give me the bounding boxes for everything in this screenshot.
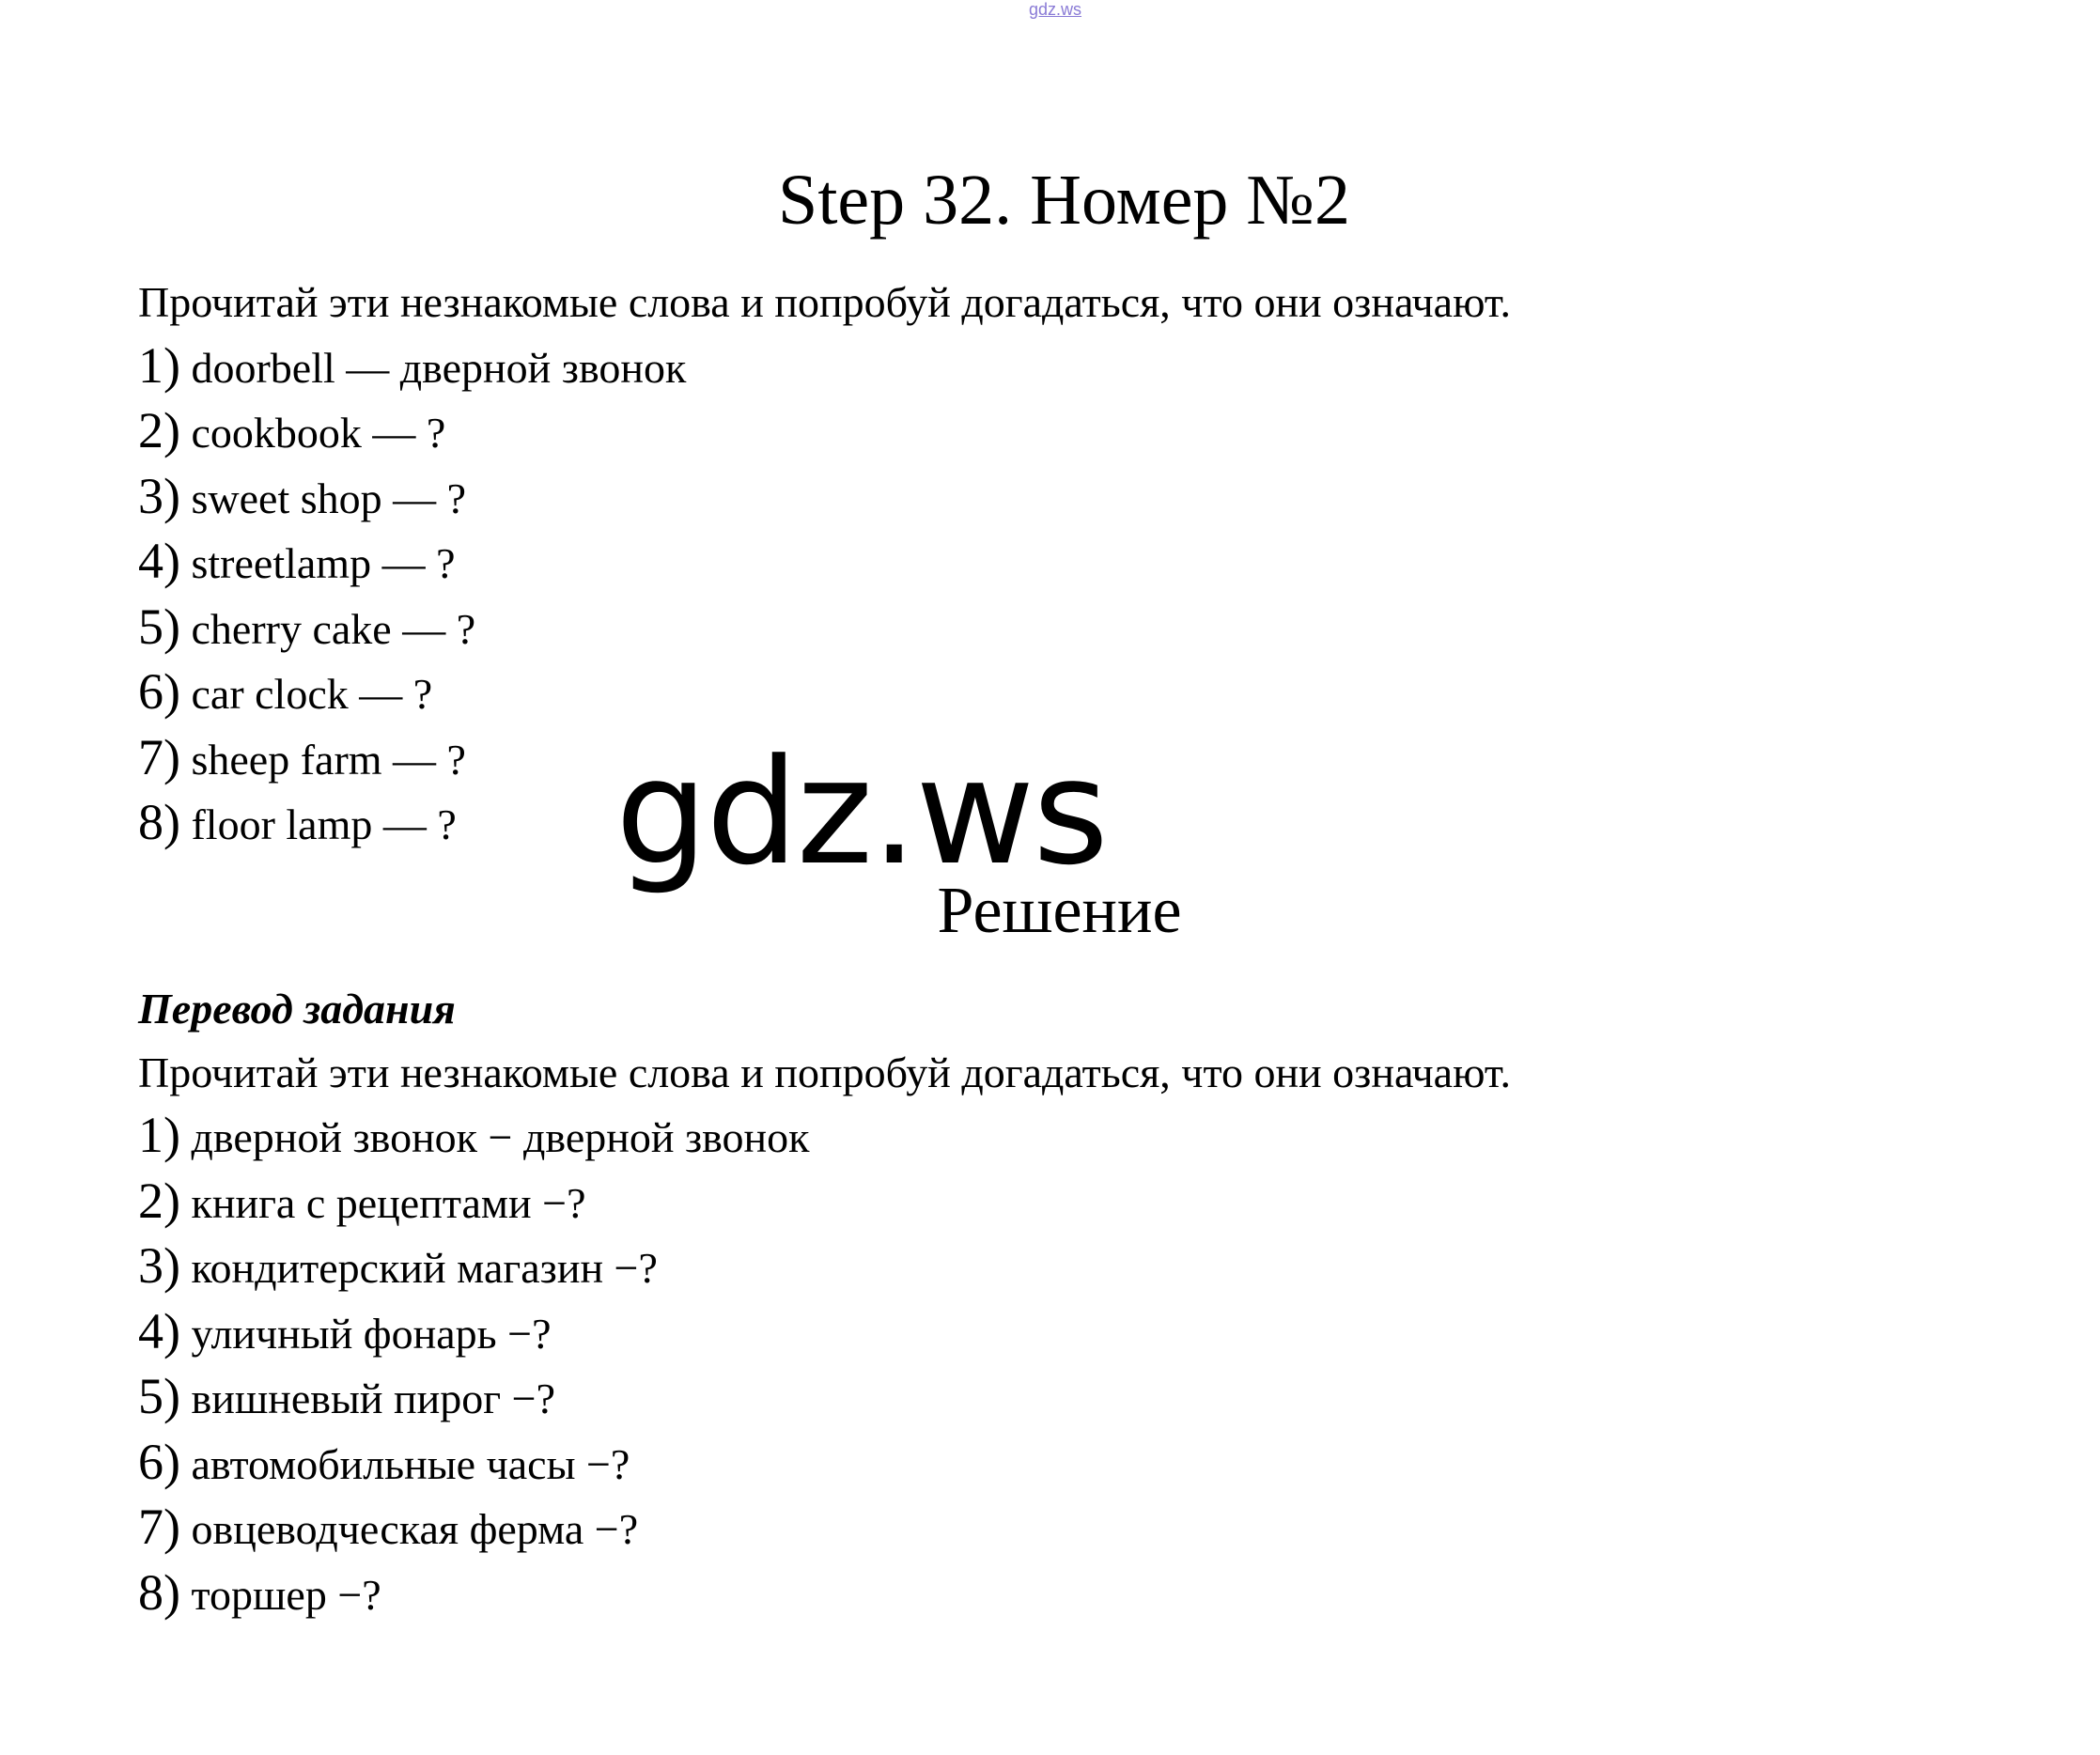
- item-text: книга с рецептами −?: [191, 1178, 586, 1227]
- item-text: cookbook — ?: [191, 409, 446, 457]
- item-text: streetlamp — ?: [191, 539, 456, 587]
- item-number: 1): [138, 336, 180, 394]
- list-item: [138, 596, 1511, 661]
- list-item: [138, 1235, 1511, 1300]
- item-number: 6): [138, 1433, 180, 1490]
- watermark-logo: gdz.ws: [615, 727, 1107, 897]
- item-text: floor lamp — ?: [191, 800, 457, 848]
- list-item: [138, 530, 1511, 596]
- item-number: 5): [138, 1368, 180, 1424]
- list-item: [138, 1365, 1511, 1431]
- item-number: 4): [138, 1302, 180, 1359]
- item-number: 8): [138, 794, 180, 850]
- list-item: [138, 660, 1511, 726]
- list-item: [138, 1104, 1511, 1170]
- item-number: 3): [138, 1237, 180, 1294]
- item-text: sheep farm — ?: [191, 735, 466, 784]
- item-number: 4): [138, 533, 180, 589]
- item-number: 3): [138, 467, 180, 524]
- item-text: car clock — ?: [191, 670, 433, 718]
- item-text: автомобильные часы −?: [191, 1439, 630, 1488]
- list-item: [138, 465, 1511, 531]
- item-number: 8): [138, 1563, 180, 1621]
- list-item: [138, 1170, 1511, 1235]
- item-number: 7): [138, 1499, 180, 1555]
- item-number: 7): [138, 728, 180, 785]
- item-text: sweet shop — ?: [191, 474, 467, 522]
- item-number: 6): [138, 663, 180, 720]
- item-text: овцеводческая ферма −?: [191, 1505, 639, 1553]
- list-item: [138, 1561, 1511, 1627]
- list-item: [138, 1300, 1511, 1366]
- item-text: торшер −?: [191, 1570, 381, 1619]
- task-instruction: Прочитай эти незнакомые слова и попробуй догадаться, что они означают.: [138, 278, 1511, 326]
- list-item: [138, 399, 1511, 465]
- item-number: 2): [138, 1172, 180, 1229]
- item-text: уличный фонарь −?: [191, 1309, 552, 1358]
- item-text: вишневый пирог −?: [191, 1374, 555, 1422]
- page-title: Step 32. Номер №2: [778, 161, 1350, 240]
- translation-instruction: Прочитай эти незнакомые слова и попробуй догадаться, что они означают.: [138, 1048, 1511, 1096]
- item-number: 2): [138, 402, 180, 458]
- item-text: doorbell — дверной звонок: [191, 343, 687, 392]
- item-number: 5): [138, 598, 180, 655]
- list-item: [138, 1496, 1511, 1561]
- item-text: дверной звонок − дверной звонок: [191, 1113, 810, 1161]
- item-number: 1): [138, 1107, 180, 1163]
- translation-block: [138, 977, 1511, 1626]
- translation-heading: Перевод задания: [138, 985, 456, 1033]
- item-text: кондитерский магазин −?: [191, 1244, 658, 1292]
- solution-heading: Решение: [937, 875, 1182, 947]
- list-item: [138, 334, 1511, 400]
- item-text: cherry cake — ?: [191, 604, 476, 653]
- list-item: [138, 1431, 1511, 1497]
- site-link[interactable]: gdz.ws: [1029, 0, 1082, 19]
